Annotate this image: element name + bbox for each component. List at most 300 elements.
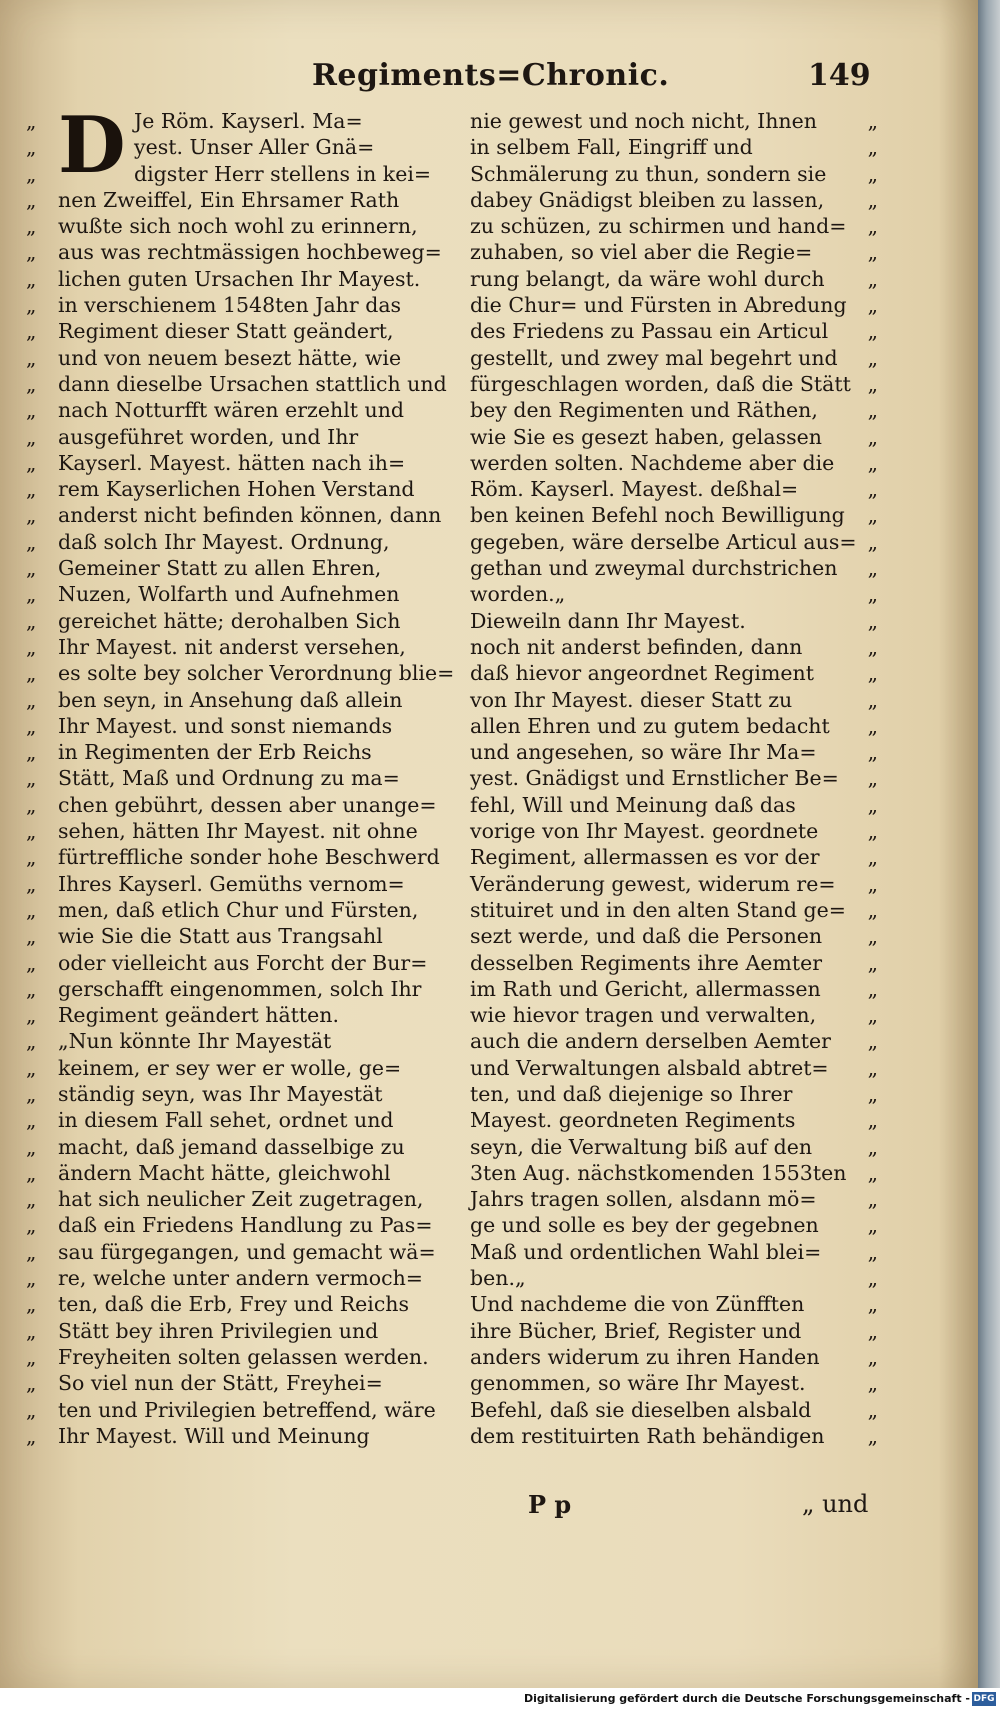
quote-mark: „ [867, 187, 878, 212]
text-line [26, 818, 454, 844]
quote-mark: „ [867, 1081, 878, 1106]
quote-mark: „ [26, 477, 37, 502]
quote-mark: „ [26, 214, 37, 239]
text-line [470, 844, 878, 870]
text-line [470, 424, 878, 450]
footer-bar [0, 1688, 1000, 1710]
text-line [470, 1239, 878, 1265]
line-text: wie Sie die Statt aus Trangsahl [58, 924, 383, 949]
text-line [470, 1344, 878, 1370]
line-text: digster Herr stellens in kei= [134, 161, 432, 186]
text-line [470, 1002, 878, 1028]
quote-mark: „ [26, 503, 37, 528]
text-line [470, 950, 878, 976]
text-line [26, 424, 454, 450]
line-text: fürtreffliche sonder hohe Beschwerd [58, 845, 440, 870]
line-text: dann dieselbe Ursachen stattlich und [58, 371, 447, 396]
quote-mark: „ [867, 1213, 878, 1238]
quote-mark: „ [867, 135, 878, 160]
quote-mark: „ [867, 319, 878, 344]
line-text: ge und solle es bey der gegebnen [470, 1213, 819, 1238]
quote-mark: „ [867, 608, 878, 633]
line-text: Kayserl. Mayest. hätten nach ih= [58, 450, 406, 475]
line-text: ben.„ [470, 1266, 526, 1291]
signature-line [0, 1490, 978, 1520]
line-text: ändern Macht hätte, gleichwohl [58, 1160, 391, 1185]
line-text: im Rath und Gericht, allermassen [470, 976, 821, 1001]
quote-mark: „ [26, 1292, 37, 1317]
quote-mark: „ [26, 1318, 37, 1343]
line-text: und von neuem besezt hätte, wie [58, 345, 402, 370]
quote-mark: „ [867, 1134, 878, 1159]
line-text: ausgeführet worden, und Ihr [58, 424, 359, 449]
line-text: die Chur= und Fürsten in Abredung [470, 293, 847, 318]
text-line [470, 529, 878, 555]
text-line [26, 923, 454, 949]
text-line [26, 1370, 454, 1396]
quote-mark: „ [26, 1029, 37, 1054]
quote-mark: „ [26, 792, 37, 817]
dfg-logo: DFG [973, 1694, 995, 1704]
line-text: ten, und daß diejenige so Ihrer [470, 1081, 793, 1106]
text-line [470, 1423, 878, 1449]
line-text: Befehl, daß sie dieselben alsbald [470, 1397, 812, 1422]
text-line [26, 713, 454, 739]
text-line [470, 897, 878, 923]
line-text: gestellt, und zwey mal begehrt und [470, 345, 838, 370]
text-line [470, 134, 878, 160]
book-edge [978, 0, 1000, 1688]
quote-mark: „ [867, 1187, 878, 1212]
quote-mark: „ [26, 135, 37, 160]
quote-mark: „ [867, 976, 878, 1001]
line-text: yest. Gnädigst und Ernstlicher Be= [470, 766, 839, 791]
line-text: zu schüzen, zu schirmen und hand= [470, 214, 847, 239]
quote-mark: „ [867, 582, 878, 607]
line-text: wie Sie es gesezt haben, gelassen [470, 424, 822, 449]
quote-mark: „ [867, 792, 878, 817]
text-line [470, 266, 878, 292]
line-text: daß ein Friedens Handlung zu Pas= [58, 1213, 433, 1238]
text-line [26, 529, 454, 555]
line-text: Regiment dieser Statt geändert, [58, 319, 394, 344]
line-text: Stätt bey ihren Privilegien und [58, 1318, 379, 1343]
quote-mark: „ [867, 713, 878, 738]
text-line [470, 239, 878, 265]
line-text: und Verwaltungen alsbald abtret= [470, 1055, 829, 1080]
text-line [26, 1002, 454, 1028]
text-line [26, 1107, 454, 1133]
text-line [470, 1212, 878, 1238]
line-text: gegeben, wäre derselbe Articul aus= [470, 529, 857, 554]
line-text: Maß und ordentlichen Wahl blei= [470, 1239, 822, 1264]
text-line [26, 213, 454, 239]
quote-mark: „ [26, 1003, 37, 1028]
line-text: hat sich neulicher Zeit zugetragen, [58, 1187, 424, 1212]
text-line [470, 1134, 878, 1160]
quote-mark: „ [867, 240, 878, 265]
line-text: Freyheiten solten gelassen werden. [58, 1344, 429, 1369]
line-text: wußte sich noch wohl zu erinnern, [58, 214, 418, 239]
quote-mark: „ [867, 450, 878, 475]
quote-mark: „ [867, 529, 878, 554]
line-text: Stätt, Maß und Ordnung zu ma= [58, 766, 400, 791]
quote-mark: „ [26, 608, 37, 633]
quote-mark: „ [26, 976, 37, 1001]
line-text: anderst nicht befinden können, dann [58, 503, 442, 528]
text-line [26, 397, 454, 423]
quote-mark: „ [867, 1344, 878, 1369]
text-line [26, 1423, 454, 1449]
line-text: nach Notturfft wären erzehlt und [58, 398, 405, 423]
line-text: bey den Regimenten und Räthen, [470, 398, 818, 423]
quote-mark: „ [867, 1423, 878, 1448]
text-line [26, 555, 454, 581]
text-line [26, 371, 454, 397]
line-text: daß solch Ihr Mayest. Ordnung, [58, 529, 390, 554]
line-text: aus was rechtmässigen hochbeweg= [58, 240, 442, 265]
text-line [470, 292, 878, 318]
line-text: gethan und zweymal durchstrichen [470, 556, 838, 581]
quote-mark: „ [26, 713, 37, 738]
line-text: dabey Gnädigst bleiben zu lassen, [470, 187, 825, 212]
quote-mark: „ [26, 424, 37, 449]
text-line [470, 371, 878, 397]
line-text: 3ten Aug. nächstkomenden 1553ten [470, 1160, 847, 1185]
text-line [26, 1186, 454, 1212]
quote-mark: „ [26, 1371, 37, 1396]
text-line [26, 1160, 454, 1186]
quote-mark: „ [867, 687, 878, 712]
text-line [26, 792, 454, 818]
line-text: Ihr Mayest. und sonst niemands [58, 713, 393, 738]
line-text: auch die andern derselben Aemter [470, 1029, 831, 1054]
line-text: ben seyn, in Ansehung daß allein [58, 687, 403, 712]
text-line [26, 266, 454, 292]
text-line [470, 792, 878, 818]
quote-mark: „ [26, 1055, 37, 1080]
quote-mark: „ [26, 740, 37, 765]
quote-mark: „ [26, 819, 37, 844]
text-line [26, 292, 454, 318]
quote-mark: „ [867, 1108, 878, 1133]
text-line [470, 161, 878, 187]
text-line [470, 476, 878, 502]
line-text: Veränderung gewest, widerum re= [470, 871, 836, 896]
text-line [470, 1107, 878, 1133]
text-line [26, 1239, 454, 1265]
text-line [470, 555, 878, 581]
text-line [470, 765, 878, 791]
line-text: es solte bey solcher Verordnung blie= [58, 661, 455, 686]
running-title: Regiments=Chronic. [312, 58, 670, 93]
line-text: sehen, hätten Ihr Mayest. nit ohne [58, 819, 418, 844]
line-text: vorige von Ihr Mayest. geordnete [470, 819, 819, 844]
quote-mark: „ [26, 1266, 37, 1291]
line-text: yest. Unser Aller Gnä= [134, 135, 375, 160]
text-line [470, 1291, 878, 1317]
text-line [470, 818, 878, 844]
line-text: Ihr Mayest. Will und Meinung [58, 1423, 370, 1448]
text-line [470, 581, 878, 607]
text-line [470, 976, 878, 1002]
quote-mark: „ [26, 766, 37, 791]
line-text: sau fürgegangen, und gemacht wä= [58, 1239, 436, 1264]
text-line [26, 1291, 454, 1317]
quote-mark: „ [26, 161, 37, 186]
text-line [26, 161, 454, 187]
quote-mark: „ [26, 529, 37, 554]
signature-mark: P p [528, 1490, 572, 1519]
text-line [26, 1081, 454, 1107]
text-line [26, 687, 454, 713]
text-line [26, 634, 454, 660]
line-text: worden.„ [470, 582, 566, 607]
quote-mark: „ [26, 319, 37, 344]
quote-mark: „ [26, 1423, 37, 1448]
text-line [26, 318, 454, 344]
quote-mark: „ [867, 1055, 878, 1080]
text-line [470, 713, 878, 739]
line-text: in Regimenten der Erb Reichs [58, 740, 372, 765]
quote-mark: „ [26, 266, 37, 291]
quote-mark: „ [867, 1371, 878, 1396]
line-text: Je Röm. Kayserl. Ma= [134, 109, 363, 133]
text-line [26, 239, 454, 265]
line-text: in selbem Fall, Eingriff und [470, 135, 753, 160]
line-text: Ihres Kayserl. Gemüths vernom= [58, 871, 405, 896]
quote-mark: „ [26, 240, 37, 265]
quote-mark: „ [867, 398, 878, 423]
text-line [26, 739, 454, 765]
text-line [470, 660, 878, 686]
line-text: ständig seyn, was Ihr Mayestät [58, 1081, 383, 1106]
quote-mark: „ [867, 871, 878, 896]
line-text: Röm. Kayserl. Mayest. deßhal= [470, 477, 799, 502]
text-line [26, 581, 454, 607]
line-text: ten und Privilegien betreffend, wäre [58, 1397, 436, 1422]
quote-mark: „ [26, 1239, 37, 1264]
quote-mark: „ [867, 477, 878, 502]
quote-mark: „ [26, 293, 37, 318]
quote-mark: „ [867, 109, 878, 133]
page-number: 149 [808, 58, 871, 93]
line-text: noch nit anderst befinden, dann [470, 634, 803, 659]
quote-mark: „ [26, 924, 37, 949]
text-line [26, 871, 454, 897]
quote-mark: „ [867, 1318, 878, 1343]
line-text: Ihr Mayest. nit anderst versehen, [58, 634, 406, 659]
line-text: werden solten. Nachdeme aber die [470, 450, 835, 475]
line-text: Mayest. geordneten Regiments [470, 1108, 796, 1133]
line-text: seyn, die Verwaltung biß auf den [470, 1134, 813, 1159]
line-text: chen gebührt, dessen aber unange= [58, 792, 437, 817]
line-text: Regiment, allermassen es vor der [470, 845, 820, 870]
text-line [26, 950, 454, 976]
quote-mark: „ [26, 398, 37, 423]
quote-mark: „ [867, 161, 878, 186]
text-line [26, 108, 454, 134]
text-line [26, 897, 454, 923]
line-text: re, welche unter andern vermoch= [58, 1266, 423, 1291]
text-line [26, 476, 454, 502]
line-text: in diesem Fall sehet, ordnet und [58, 1108, 394, 1133]
text-line [26, 1265, 454, 1291]
quote-mark: „ [867, 556, 878, 581]
text-line [26, 1397, 454, 1423]
line-text: sezt werde, und daß die Personen [470, 924, 823, 949]
line-text: Dieweiln dann Ihr Mayest. [470, 608, 746, 633]
quote-mark: „ [26, 1134, 37, 1159]
footer-credit: Digitalisierung gefördert durch die Deutsche Forschungsgemeinschaft - [523, 1692, 970, 1705]
text-line [470, 1160, 878, 1186]
text-line [470, 318, 878, 344]
quote-mark: „ [26, 582, 37, 607]
text-line [26, 502, 454, 528]
line-text: stituiret und in den alten Stand ge= [470, 897, 846, 922]
quote-mark: „ [26, 950, 37, 975]
quote-mark: „ [867, 371, 878, 396]
line-text: nie gewest und noch nicht, Ihnen [470, 109, 817, 133]
line-text: „Nun könnte Ihr Mayestät [58, 1029, 332, 1054]
line-text: Schmälerung zu thun, sondern sie [470, 161, 827, 186]
line-text: ihre Bücher, Brief, Register und [470, 1318, 802, 1343]
quote-mark: „ [867, 634, 878, 659]
quote-mark: „ [867, 766, 878, 791]
line-text: rung belangt, da wäre wohl durch [470, 266, 825, 291]
quote-mark: „ [867, 214, 878, 239]
line-text: daß hievor angeordnet Regiment [470, 661, 814, 686]
text-line [26, 1134, 454, 1160]
quote-mark: „ [26, 634, 37, 659]
text-line [26, 844, 454, 870]
catchword: „ und [802, 1490, 869, 1518]
quote-mark: „ [26, 871, 37, 896]
text-line [470, 871, 878, 897]
line-text: macht, daß jemand dasselbige zu [58, 1134, 405, 1159]
quote-mark: „ [26, 845, 37, 870]
quote-mark: „ [867, 1003, 878, 1028]
line-text: zuhaben, so viel aber die Regie= [470, 240, 813, 265]
quote-mark: „ [26, 1081, 37, 1106]
line-text: fehl, Will und Meinung daß das [470, 792, 796, 817]
quote-mark: „ [26, 187, 37, 212]
quote-mark: „ [867, 503, 878, 528]
text-line [470, 1186, 878, 1212]
quote-mark: „ [867, 897, 878, 922]
text-line [470, 739, 878, 765]
line-text: nen Zweiffel, Ein Ehrsamer Rath [58, 187, 400, 212]
text-line [26, 345, 454, 371]
right-text-column [470, 108, 878, 1449]
text-line [26, 765, 454, 791]
text-line [26, 660, 455, 686]
drop-capital: D [58, 100, 126, 191]
quote-mark: „ [867, 345, 878, 370]
text-line [470, 1081, 878, 1107]
text-line [26, 134, 454, 160]
text-line [470, 502, 878, 528]
text-line [26, 608, 454, 634]
page-header [0, 58, 978, 102]
line-text: fürgeschlagen worden, daß die Stätt [470, 371, 851, 396]
line-text: des Friedens zu Passau ein Articul [470, 319, 829, 344]
quote-mark: „ [867, 1160, 878, 1185]
text-line [470, 345, 878, 371]
line-text: desselben Regiments ihre Aemter [470, 950, 823, 975]
line-text: wie hievor tragen und verwalten, [470, 1003, 817, 1028]
left-text-column [26, 100, 455, 1449]
text-line [470, 1397, 878, 1423]
line-text: men, daß etlich Chur und Fürsten, [58, 897, 419, 922]
text-line [470, 687, 878, 713]
line-text: von Ihr Mayest. dieser Statt zu [470, 687, 793, 712]
line-text: in verschienem 1548ten Jahr das [58, 293, 402, 318]
line-text: und angesehen, so wäre Ihr Ma= [470, 740, 817, 765]
quote-mark: „ [867, 845, 878, 870]
text-line [26, 1344, 454, 1370]
line-text: lichen guten Ursachen Ihr Mayest. [58, 266, 421, 291]
text-line [470, 608, 878, 634]
line-text: dem restituirten Rath behändigen [470, 1423, 825, 1448]
text-line [470, 213, 878, 239]
text-line [470, 1265, 878, 1291]
quote-mark: „ [26, 450, 37, 475]
text-line [470, 1318, 878, 1344]
quote-mark: „ [867, 266, 878, 291]
quote-mark: „ [867, 293, 878, 318]
quote-mark: „ [867, 950, 878, 975]
quote-mark: „ [867, 924, 878, 949]
quote-mark: „ [26, 897, 37, 922]
text-line [470, 923, 878, 949]
line-text: Nuzen, Wolfarth und Aufnehmen [58, 582, 400, 607]
line-text: anders widerum zu ihren Handen [470, 1344, 820, 1369]
text-line [470, 634, 878, 660]
line-text: keinem, er sey wer er wolle, ge= [58, 1055, 402, 1080]
line-text: gereichet hätte; derohalben Sich [58, 608, 401, 633]
quote-mark: „ [26, 1344, 37, 1369]
quote-mark: „ [867, 819, 878, 844]
quote-mark: „ [867, 740, 878, 765]
quote-mark: „ [867, 1266, 878, 1291]
text-line [26, 187, 454, 213]
quote-mark: „ [26, 661, 37, 686]
text-line [26, 1055, 454, 1081]
quote-mark: „ [26, 345, 37, 370]
line-text: Regiment geändert hätten. [58, 1003, 340, 1028]
text-line [470, 450, 878, 476]
line-text: Und nachdeme die von Zünfften [470, 1292, 805, 1317]
line-text: So viel nun der Stätt, Freyhei= [58, 1371, 383, 1396]
line-text: allen Ehren und zu gutem bedacht [470, 713, 830, 738]
line-text: oder vielleicht aus Forcht der Bur= [58, 950, 428, 975]
quote-mark: „ [867, 1029, 878, 1054]
text-line [470, 1370, 878, 1396]
quote-mark: „ [26, 1213, 37, 1238]
quote-mark: „ [26, 1160, 37, 1185]
quote-mark: „ [867, 1239, 878, 1264]
line-text: gerschafft eingenommen, solch Ihr [58, 976, 422, 1001]
line-text: Gemeiner Statt zu allen Ehren, [58, 556, 382, 581]
line-text: genommen, so wäre Ihr Mayest. [470, 1371, 806, 1396]
text-line [26, 1028, 454, 1054]
quote-mark: „ [867, 424, 878, 449]
line-text: rem Kayserlichen Hohen Verstand [58, 477, 415, 502]
text-line [470, 1028, 878, 1054]
text-line [470, 108, 878, 134]
quote-mark: „ [867, 661, 878, 686]
